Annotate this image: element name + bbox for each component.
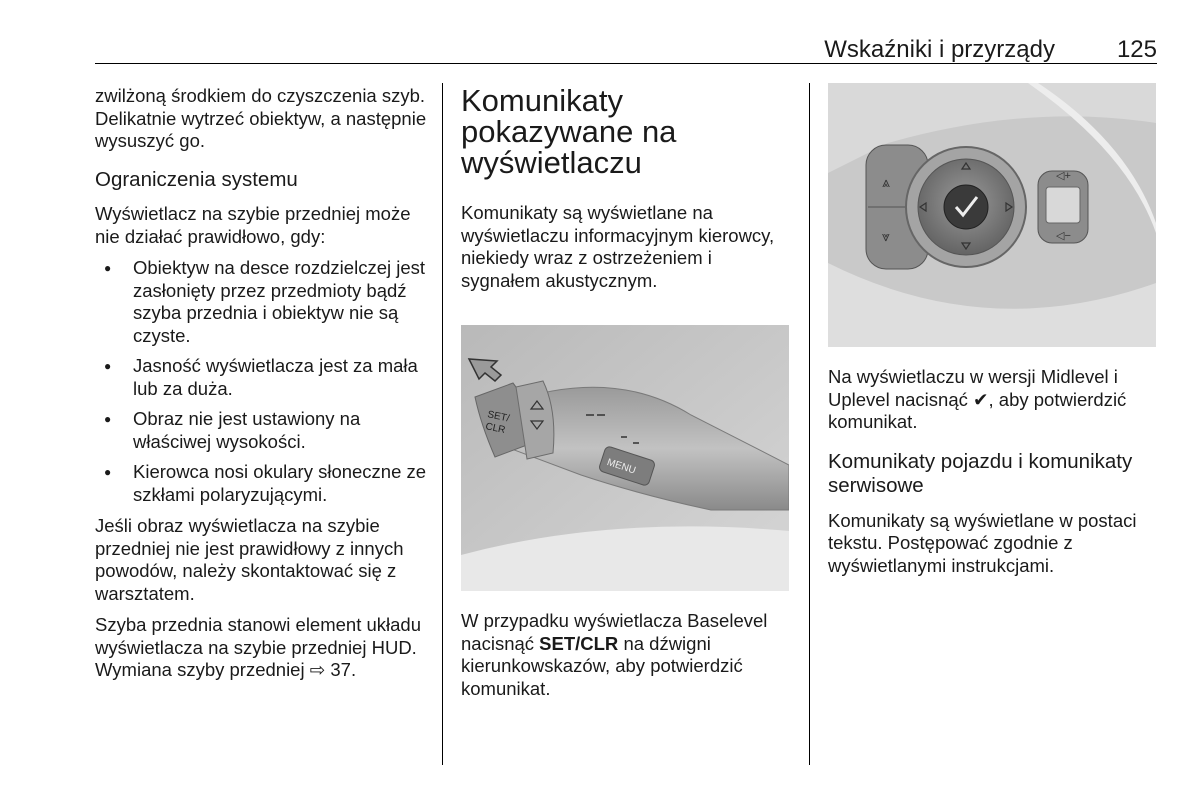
caption-text-pre: W przypadku wyświetlacza Baselevel nacisnąć: [461, 610, 768, 654]
windshield-text: Szyba przednia stanowi element układu wyświetlacza na szybie przedniej HUD. Wymiana szyby przedniej: [95, 614, 421, 680]
list-item: ● Obiektyw na desce rozdzielczej jest zasłonięty przez przedmioty bądź szyba przednia i obiektyw nie są czyste.: [95, 257, 430, 347]
check-symbol: ✔: [973, 388, 989, 410]
section-title: Komunikaty pokazywane na wyświetlaczu: [461, 83, 677, 180]
messages-paragraph: Komunikaty są wyświetlane na wyświetlaczu informacyjnym kierowcy, niekiedy wraz z ostrzeżeniem i sygnałem akustycznym.: [461, 202, 775, 291]
service-messages-paragraph: Komunikaty są wyświetlane w postaci tekstu. Postępować zgodnie z wyświetlanymi instrukcjami.: [828, 509, 1137, 576]
clr-label: CLR: [484, 421, 507, 437]
volume-down-icon: ◁−: [1056, 230, 1071, 242]
list-item: ● Obraz nie jest ustawiony na właściwej wysokości.: [95, 408, 430, 453]
set-label: SET/: [486, 409, 511, 425]
limitations-paragraph: Wyświetlacz na szybie przedniej może nie działać prawidłowo, gdy:: [95, 203, 411, 247]
caption-text-post: na dźwigni kierunkowskazów, aby potwierdzić komunikat.: [461, 632, 743, 699]
list-item: ● Kierowca nosi okulary słoneczne ze szkłami polaryzującymi.: [95, 461, 430, 506]
workshop-paragraph: Jeśli obraz wyświetlacza na szybie przedniej nie jest prawidłowy z innych powodów, należy skontaktować się z warsztatem.: [95, 515, 404, 604]
baselevel-caption: [461, 610, 796, 700]
column-2-caption: [461, 610, 796, 709]
menu-label: MENU: [605, 456, 637, 477]
column-2: [461, 85, 791, 301]
turn-signal-stalk-figure: [461, 325, 789, 591]
section-heading-service-messages: Komunikaty pojazdu i komunikaty serwisowe: [828, 449, 1133, 497]
limitations-list: [95, 257, 430, 506]
page-ref-arrow-icon[interactable]: ⇨: [309, 659, 326, 680]
volume-up-icon: ◁+: [1056, 170, 1071, 182]
section-heading-limitations: Ograniczenia systemu: [95, 167, 298, 191]
column-divider-left: [442, 83, 443, 765]
column-1: [95, 85, 430, 691]
page-number: 125: [1116, 36, 1157, 63]
header-rule: [95, 63, 1157, 64]
caption-text-post: , aby potwierdzić komunikat.: [828, 388, 1127, 432]
running-header-title: Wskaźniki i przyrządy: [824, 36, 1055, 63]
list-item: ● Jasność wyświetlacza jest za mała lub za duża.: [95, 355, 430, 400]
prev-icon: ⩓: [882, 174, 890, 190]
next-icon: ⩔: [882, 228, 890, 244]
steering-wheel-controls-figure: [828, 83, 1156, 347]
intro-paragraph: zwilżoną środkiem do czyszczenia szyb. Delikatnie wytrzeć obiektyw, a następnie wysuszyć go.: [95, 85, 427, 151]
windshield-paragraph: [95, 614, 430, 682]
page-reference[interactable]: 37.: [330, 659, 357, 680]
column-divider-right: [809, 83, 810, 765]
caption-text-pre: Na wyświetlaczu w wersji Midlevel i Uplevel nacisnąć: [828, 366, 1118, 410]
set-clr-label: SET/CLR: [539, 632, 619, 654]
midlevel-caption: [828, 366, 1163, 434]
column-3: [828, 366, 1163, 586]
